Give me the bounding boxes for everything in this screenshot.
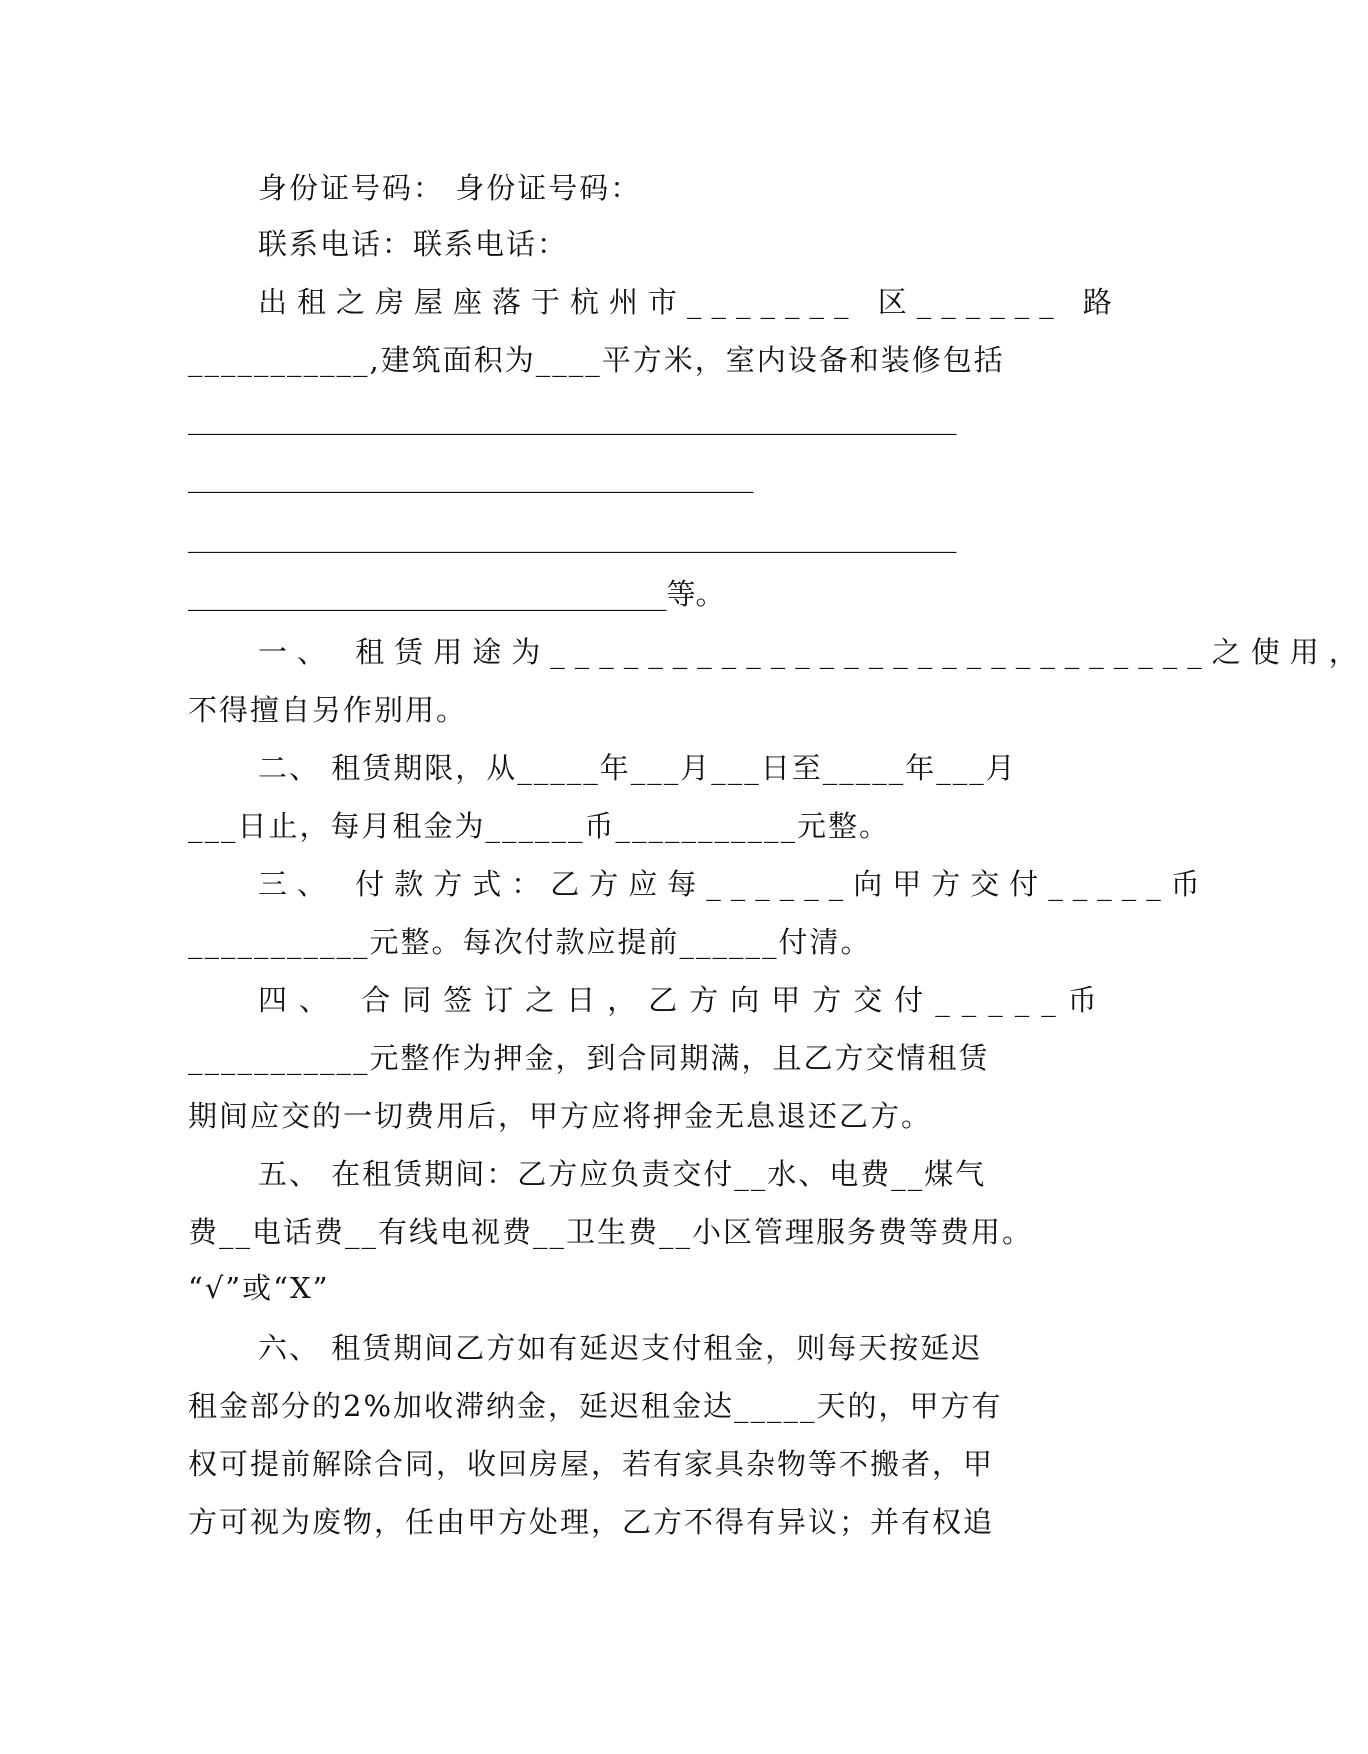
clause-5-note: “√”或“X”: [188, 1271, 330, 1305]
text-line-area: ___________,建筑面积为____平方米，室内设备和装修包括: [188, 343, 1005, 377]
clause-5-line-1: 五、 在租赁期间：乙方应负责交付__水、电费__煤气: [258, 1157, 987, 1191]
clause-6-line-4: 方可视为废物，任由甲方处理，乙方不得有异议；并有权追: [188, 1505, 995, 1539]
clause-5-line-2: 费__电话费__有线电视费__卫生费__小区管理服务费等费用。: [188, 1215, 1034, 1249]
clause-2-line-2: ___日止，每月租金为______币___________元整。: [188, 809, 891, 843]
clause-4-line-3: 期间应交的一切费用后，甲方应将押金无息退还乙方。: [188, 1099, 933, 1133]
clause-3-line-2: ___________元整。每次付款应提前______付清。: [188, 925, 872, 959]
clause-4-line-1: 四、 合同签订之日，乙方向甲方交付_____币: [258, 983, 1109, 1017]
text-line-blank-1: _____________________________________________________: [188, 401, 957, 435]
clause-1-line-1: 一、 租赁用途为___________________________之使用，: [258, 635, 1368, 669]
text-line-location: 出租之房屋座落于杭州市_______ 区______ 路: [258, 285, 1122, 319]
clause-6-line-2: 租金部分的2%加收滞纳金，延迟租金达_____天的，甲方有: [188, 1389, 1003, 1423]
text-line-id-number: 身份证号码： 身份证号码：: [258, 171, 642, 205]
clause-4-line-2: ___________元整作为押金，到合同期满，且乙方交情租赁: [188, 1041, 990, 1075]
clause-2-line-1: 二、 租赁期限，从_____年___月___日至_____年___月: [258, 751, 1017, 785]
text-line-blank-4: _________________________________等。: [188, 577, 725, 611]
text-line-blank-2: _______________________________________: [188, 459, 754, 493]
clause-6-line-3: 权可提前解除合同，收回房屋，若有家具杂物等不搬者，甲: [188, 1447, 995, 1481]
clause-6-line-1: 六、 租赁期间乙方如有延迟支付租金，则每天按延迟: [258, 1331, 983, 1365]
text-line-blank-3: _____________________________________________________: [188, 519, 957, 553]
clause-1-line-2: 不得擅自另作别用。: [188, 693, 468, 727]
text-line-phone: 联系电话：联系电话：: [258, 227, 569, 261]
clause-3-line-1: 三、 付款方式：乙方应每______向甲方交付_____币: [258, 867, 1210, 901]
